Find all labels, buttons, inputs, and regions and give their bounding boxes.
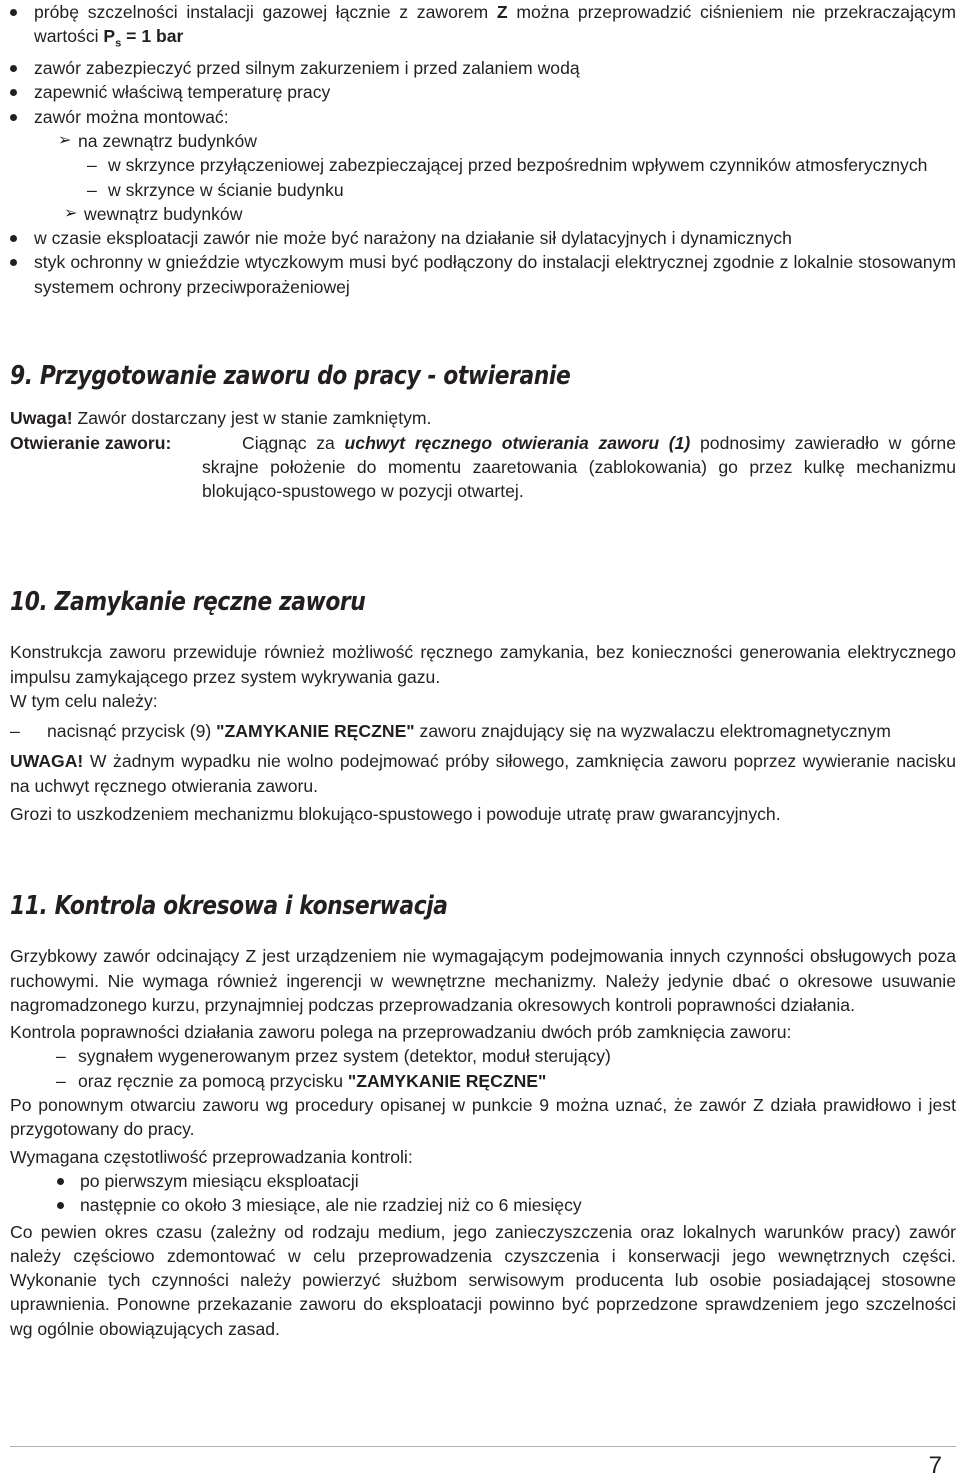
list-item: – nacisnąć przycisk (9) "ZAMYKANIE RĘCZNE" zaworu znajdujący się na wyzwalaczu elektromagnetycznym [10, 719, 956, 743]
bullet-icon [57, 1202, 64, 1209]
list-item: zapewnić właściwą temperaturę pracy [10, 80, 956, 104]
section-11: 11. Kontrola okresowa i konserwacja Grzybkowy zawór odcinający Z jest urządzeniem nie wymagającym podejmowania innych czynności obsługowych poza ruchowymi. Nie wymaga również ingerencji w wewnętrzne mechanizmy. Należy jedynie dbać o okresowe usuwanie nagromadzonego kurzu, przynajmniej podczas przeprowadzania okresowych kontroli poprawności działania. Kontrola poprawności działania zaworu polega na przeprowadzaniu dwóch prób zamknięcia zaworu: – sygnałem wygenerowanym przez system (detektor, moduł sterujący) – oraz ręcznie za pomocą przycisku "ZAMYKANIE RĘCZNE" Po ponownym otwarciu zaworu wg procedury opisanej w punkcie 9 można uznać, że zawór Z działa prawidłowo i jest przygotowany do pracy. Wymagana częstotliwość przeprowadzania kontroli: po pierwszym miesiącu eksploatacji następnie co około 3 miesiące, ale nie rzadziej niż co 6 miesięcy Co pewien okres czasu (zależny od rodzaju medium, jego zanieczyszczenia oraz lokalnych warunków pracy) zawór należy częściowo zdemontować w celu przeprowadzenia czyszczenia i konserwacji jego wewnętrznych części. Wykonanie tych czynności należy powierzyć służbom serwisowym producenta lub osobie posiadającej stosowne uprawnienia. Ponowne przekazanie zaworu do eksploatacji powinno być poprzedzone sprawdzeniem jego szczelności wg ogólnie obowiązujących zasad. [10, 891, 956, 1339]
bullet-icon [10, 9, 17, 16]
section-title: 10. Zamykanie ręczne zaworu [10, 587, 366, 617]
list-item: – oraz ręcznie za pomocą przycisku "ZAMYKANIE RĘCZNE" [10, 1069, 956, 1093]
dash-bullet-icon: – [56, 1070, 66, 1091]
bullet-icon [10, 235, 17, 242]
list-item: następnie co około 3 miesiące, ale nie rzadziej niż co 6 miesięcy [10, 1193, 956, 1217]
list-item: próbę szczelności instalacji gazowej łącznie z zaworem Z można przeprowadzić ciśnieniem nie przekraczającym wartości $P_s = 1$ bar [10, 0, 956, 56]
top-bullet-list [10, 0, 956, 299]
list-item: styk ochronny w gnieździe wtyczkowym musi być podłączony do instalacji elektrycznej zgodnie z lokalnie stosowanym systemem ochrony przeciwporażeniowej [10, 250, 956, 299]
opening-instructions: Otwieranie zaworu: Ciągnąc za uchwyt ręcznego otwierania zaworu (1) podnosimy zawieradło w górne skrajne położenie do momentu zaaretowania (zablokowania) go przez kulkę mechanizmu blokująco-spustowego w pozycji otwartej. [10, 432, 956, 502]
arrow-bullet-icon: ➢ [58, 132, 72, 149]
dash-bullet-icon: – [10, 721, 20, 742]
list-item: w czasie eksploatacji zawór nie może być narażony na działanie sił dylatacyjnych i dynamicznych [10, 226, 956, 250]
list-item: po pierwszym miesiącu eksploatacji [10, 1169, 956, 1193]
bullet-icon [10, 89, 17, 96]
footer-divider [10, 1446, 956, 1447]
section-9 [10, 361, 956, 503]
dash-bullet-icon: – [87, 155, 97, 176]
list-item: – w skrzynce w ścianie budynku [10, 178, 956, 202]
list-item: ➢ na zewnątrz budynków [10, 129, 956, 153]
bullet-icon [10, 259, 17, 266]
bullet-icon [10, 114, 17, 121]
bullet-icon [10, 65, 17, 72]
list-item: zawór można montować: [10, 105, 956, 129]
arrow-bullet-icon: ➢ [64, 204, 78, 222]
list-item: – sygnałem wygenerowanym przez system (detektor, moduł sterujący) [10, 1044, 956, 1068]
section-title: 9. Przygotowanie zaworu do pracy - otwieranie [10, 361, 571, 391]
warning-line: Uwaga! Zawór dostarczany jest w stanie zamkniętym. [10, 408, 432, 429]
section-title: 11. Kontrola okresowa i konserwacja [10, 891, 448, 921]
bullet-icon [57, 1178, 64, 1185]
list-item: – w skrzynce przyłączeniowej zabezpieczającej przed bezpośrednim wpływem czynników atmosferycznych [10, 153, 956, 177]
list-item: zawór zabezpieczyć przed silnym zakurzeniem i przed zalaniem wodą [10, 56, 956, 80]
page-number: 7 [928, 1452, 942, 1479]
list-item: ➢ wewnątrz budynków [10, 202, 956, 226]
dash-bullet-icon: – [87, 179, 97, 200]
dash-bullet-icon: – [56, 1046, 66, 1067]
section-10: 10. Zamykanie ręczne zaworu Konstrukcja zaworu przewiduje również możliwość ręcznego zamykania, bez konieczności generowania elektrycznego impulsu zamykającego przez system wykrywania gazu. W tym celu należy: – nacisnąć przycisk (9) "ZAMYKANIE RĘCZNE" zaworu znajdujący się na wyzwalaczu elektromagnetycznym UWAGA! W żadnym wypadku nie wolno podejmować próby siłowego, zamknięcia zaworu poprzez wywieranie nacisku na uchwyt ręcznego otwierania zaworu. Grozi to uszkodzeniem mechanizmu blokująco-spustowego i powoduje utratę praw gwarancyjnych. [10, 587, 956, 825]
